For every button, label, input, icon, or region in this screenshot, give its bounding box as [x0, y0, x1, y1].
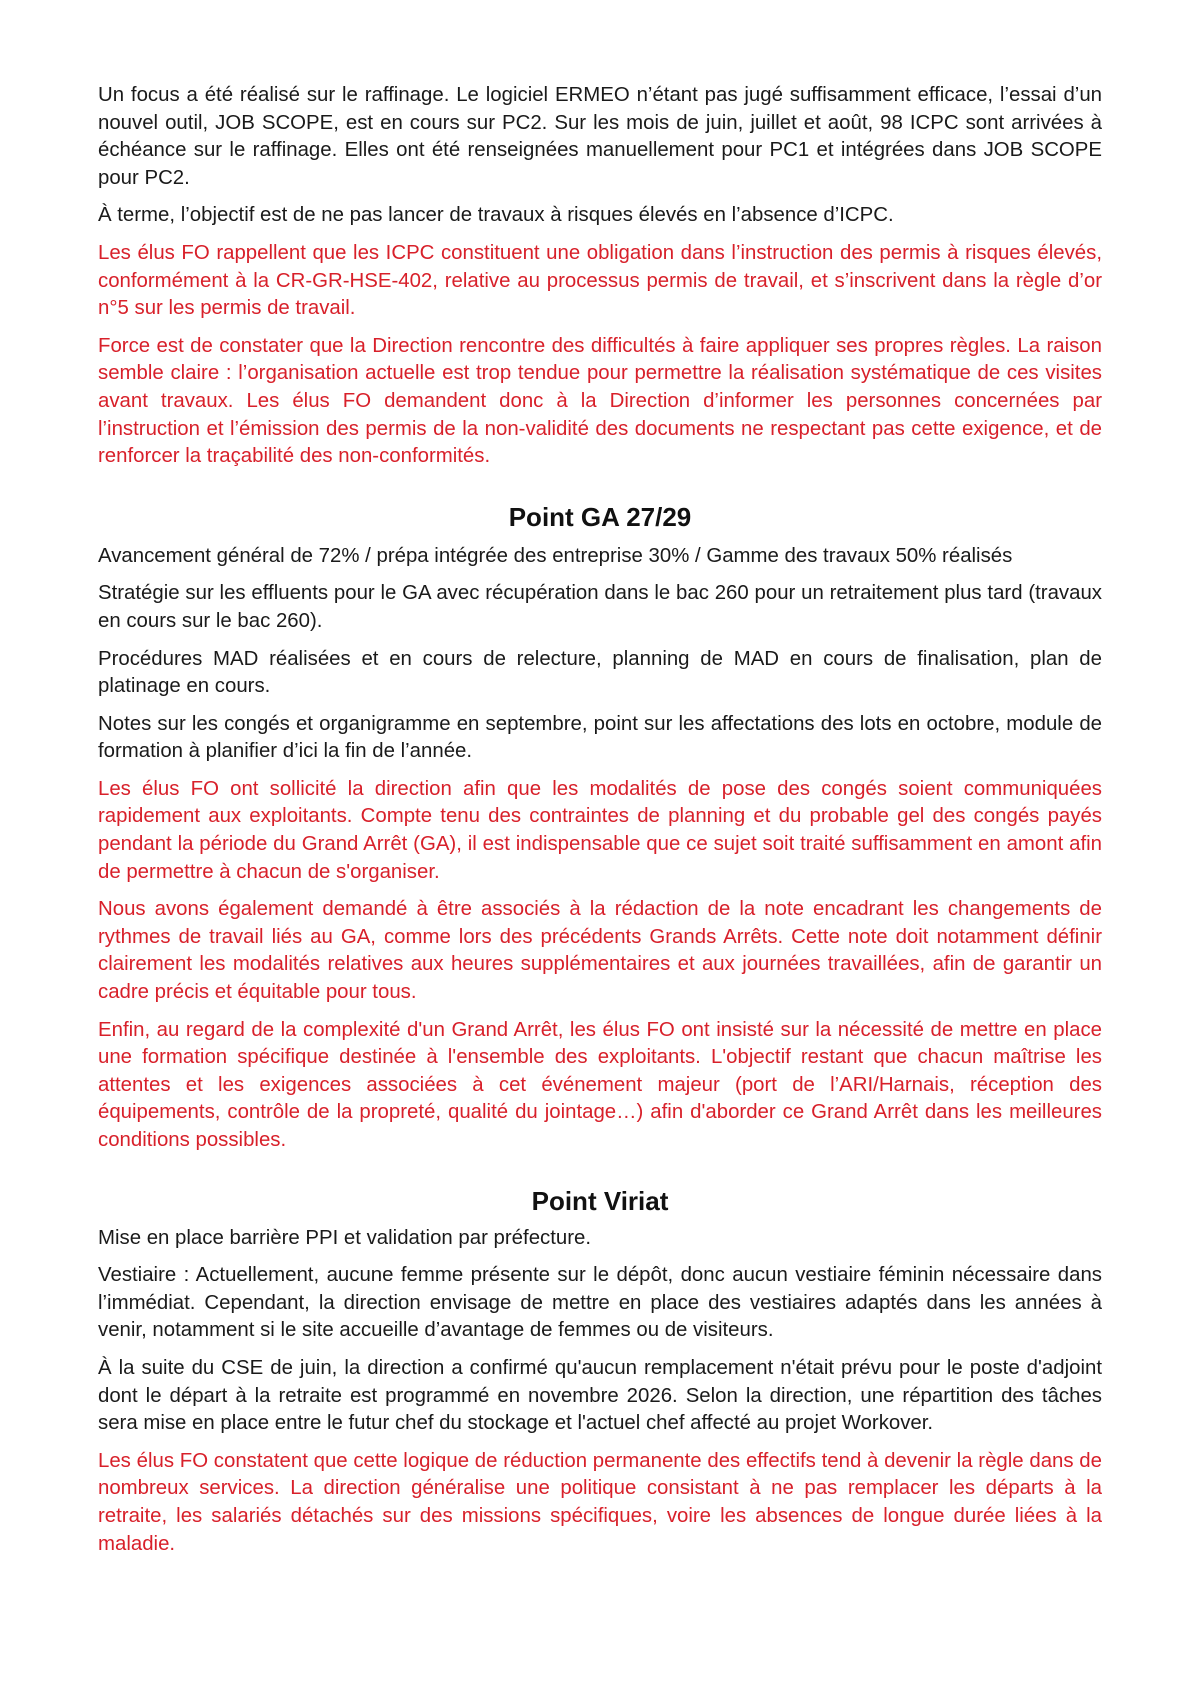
viriat-section — [98, 1185, 1102, 1559]
section-heading-ga: Point GA 27/29 — [508, 501, 692, 532]
paragraph-fo-direction-demand: Force est de constater que la Direction rencontre des difficultés à faire appliquer ses propres règles. La raison semble claire : l’organisation actuelle est trop tendue pour permettre la réalisation systématique de ces visites avant travaux. Les élus FO demandent donc à la Direction d’informer les personnes concernées par l’instruction et l’émission des permis de la non-validité des documents ne respectant pas cette exigence, et de renforcer la traçabilité des non-conformités. — [98, 334, 1102, 468]
paragraph-ga-effluents: Stratégie sur les effluents pour le GA avec récupération dans le bac 260 pour un retraitement plus tard (travaux en cours sur le bac 260). — [98, 582, 1102, 632]
ga-section — [98, 501, 1102, 1155]
paragraph-viriat-cse: À la suite du CSE de juin, la direction a confirmé qu'aucun remplacement n'était prévu pour le poste d'adjoint dont le départ à la retraite est programmé en novembre 2026. Selon la direction, une répartition des tâches sera mise en place entre le futur chef du stockage et l'actuel chef affecté au projet Workover. — [98, 1356, 1102, 1435]
paragraph-viriat-fo-effectifs: Les élus FO constatent que cette logique de réduction permanente des effectifs tend à devenir la règle dans de nombreux services. La direction généralise une politique consistant à ne pas remplacer les départs à la retraite, les salariés détachés sur des missions spécifiques, voire les absences de longue durée liées à la maladie. — [98, 1449, 1102, 1555]
paragraph-raffinage-focus: Un focus a été réalisé sur le raffinage. Le logiciel ERMEO n’étant pas jugé suffisamment efficace, l’essai d’un nouvel outil, JOB SCOPE, est en cours sur PC2. Sur les mois de juin, juillet et août, 98 ICPC sont arrivées à échéance sur le raffinage. Elles ont été renseignées manuellement pour PC1 et intégrées dans JOB SCOPE pour PC2. — [98, 84, 1102, 189]
paragraph-ga-fo-formation: Enfin, au regard de la complexité d'un Grand Arrêt, les élus FO ont insisté sur la nécessité de mettre en place une formation spécifique destinée à l'ensemble des exploitants. L'objectif restant que chacun maîtrise les attentes et les exigences associées à cet événement majeur (port de l’ARI/Harnais, réception des équipements, contrôle de la propreté, qualité du jointage…) afin d'aborder ce Grand Arrêt dans les meilleures conditions possibles. — [98, 1018, 1102, 1151]
paragraph-fo-icpc-reminder: Les élus FO rappellent que les ICPC constituent une obligation dans l’instruction des permis à risques élevés, conformément à la CR-GR-HSE-402, relative au processus permis de travail, et s’inscrivent dans la règle d’or n°5 sur les permis de travail. — [98, 241, 1102, 320]
paragraph-ga-fo-note: Nous avons également demandé à être associés à la rédaction de la note encadrant les changements de rythmes de travail liés au GA, comme lors des précédents Grands Arrêts. Cette note doit notamment définir clairement les modalités relatives aux heures supplémentaires et aux journées travaillées, afin de garantir un cadre précis et équitable pour tous. — [98, 898, 1102, 1004]
paragraph-objectif: À terme, l’objectif est de ne pas lancer de travaux à risques élevés en l’absence d’ICPC. — [98, 204, 894, 227]
section-heading-viriat: Point Viriat — [531, 1185, 669, 1216]
intro-section — [98, 82, 1102, 471]
paragraph-viriat-vestiaire: Vestiaire : Actuellement, aucune femme présente sur le dépôt, donc aucun vestiaire féminin nécessaire dans l’immédiat. Cependant, la direction envisage de mettre en place des vestiaires adaptés dans les années à venir, notamment si le site accueille d’avantage de femmes ou de visiteurs. — [98, 1264, 1102, 1342]
paragraph-ga-conges: Notes sur les congés et organigramme en septembre, point sur les affectations des lots en octobre, module de formation à planifier d’ici la fin de l’année. — [98, 712, 1102, 763]
document-page — [98, 82, 1102, 1568]
paragraph-ga-fo-conges: Les élus FO ont sollicité la direction afin que les modalités de pose des congés soient communiquées rapidement aux exploitants. Compte tenu des contraintes de planning et du probable gel des congés payés pendant la période du Grand Arrêt (GA), il est indispensable que ce sujet soit traité suffisamment en amont afin de permettre à chacun de s'organiser. — [98, 777, 1102, 883]
paragraph-ga-avancement: Avancement général de 72% / prépa intégrée des entreprise 30% / Gamme des travaux 50% réalisés — [98, 544, 1013, 567]
paragraph-viriat-ppi: Mise en place barrière PPI et validation par préfecture. — [98, 1226, 592, 1249]
paragraph-ga-mad: Procédures MAD réalisées et en cours de relecture, planning de MAD en cours de finalisation, plan de platinage en cours. — [98, 647, 1102, 698]
